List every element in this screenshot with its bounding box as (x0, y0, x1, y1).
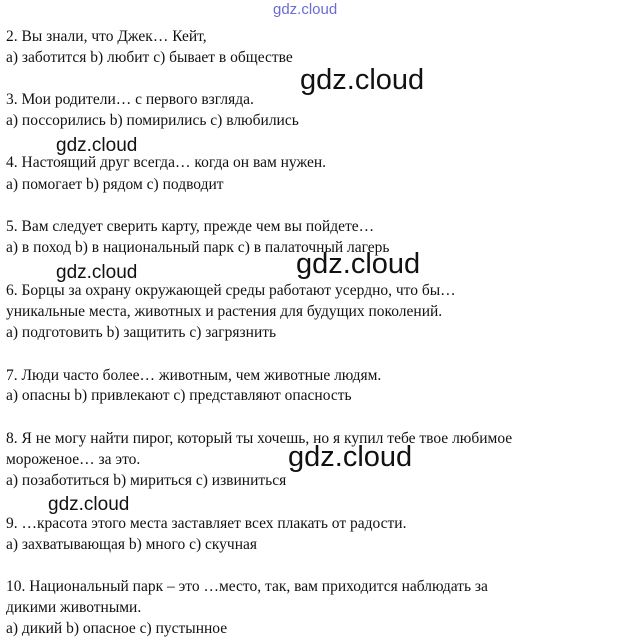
question-3-options: a) поссорились b) помирились c) влюбились (6, 112, 299, 129)
question-6-text-line1: 6. Борцы за охрану окружающей среды работают усердно, что бы… (6, 282, 456, 299)
question-9-text: 9. …красота этого места заставляет всех плакать от радости. (6, 515, 407, 532)
question-2-text: 2. Вы знали, что Джек… Кейт, (6, 28, 207, 45)
watermark: gdz.cloud (296, 248, 421, 280)
watermark: gdz.cloud (300, 64, 425, 96)
question-6-options: a) подготовить b) защитить c) загрязнить (6, 324, 277, 341)
question-10-options: a) дикий b) опасное c) пустынное (6, 620, 228, 637)
question-5-options: a) в поход b) в национальный парк c) в палаточный лагерь (6, 239, 390, 256)
question-10-text-line2: дикими животными. (6, 599, 142, 616)
question-4-options: a) помогает b) рядом c) подводит (6, 176, 224, 193)
question-8-text-line2: мороженое… за это. (6, 451, 141, 468)
question-8-options: a) позаботиться b) мириться c) извиниться (6, 472, 287, 489)
question-9-options: a) захватывающая b) много c) скучная (6, 536, 258, 553)
question-4-text: 4. Настоящий друг всегда… когда он вам нужен. (6, 154, 327, 171)
question-7-text: 7. Люди часто более… животным, чем животные людям. (6, 367, 382, 384)
question-5-text: 5. Вам следует сверить карту, прежде чем вы пойдете… (6, 218, 375, 235)
watermark-top: gdz.cloud (273, 1, 338, 18)
question-10-text-line1: 10. Национальный парк – это …место, так, вам приходится наблюдать за (6, 578, 488, 595)
question-7-options: a) опасны b) привлекают c) представляют опасность (6, 387, 352, 404)
watermark: gdz.cloud (56, 262, 138, 283)
question-8-text-line1: 8. Я не могу найти пирог, который ты хочешь, но я купил тебе твое любимое (6, 430, 513, 447)
question-2-options: a) заботится b) любит c) бывает в обществе (6, 49, 293, 66)
watermark: gdz.cloud (288, 441, 413, 473)
watermark: gdz.cloud (48, 494, 130, 515)
question-3-text: 3. Мои родители… с первого взгляда. (6, 91, 254, 108)
watermark: gdz.cloud (56, 135, 138, 156)
question-6-text-line2: уникальные места, животных и растения для будущих поколений. (6, 303, 443, 320)
